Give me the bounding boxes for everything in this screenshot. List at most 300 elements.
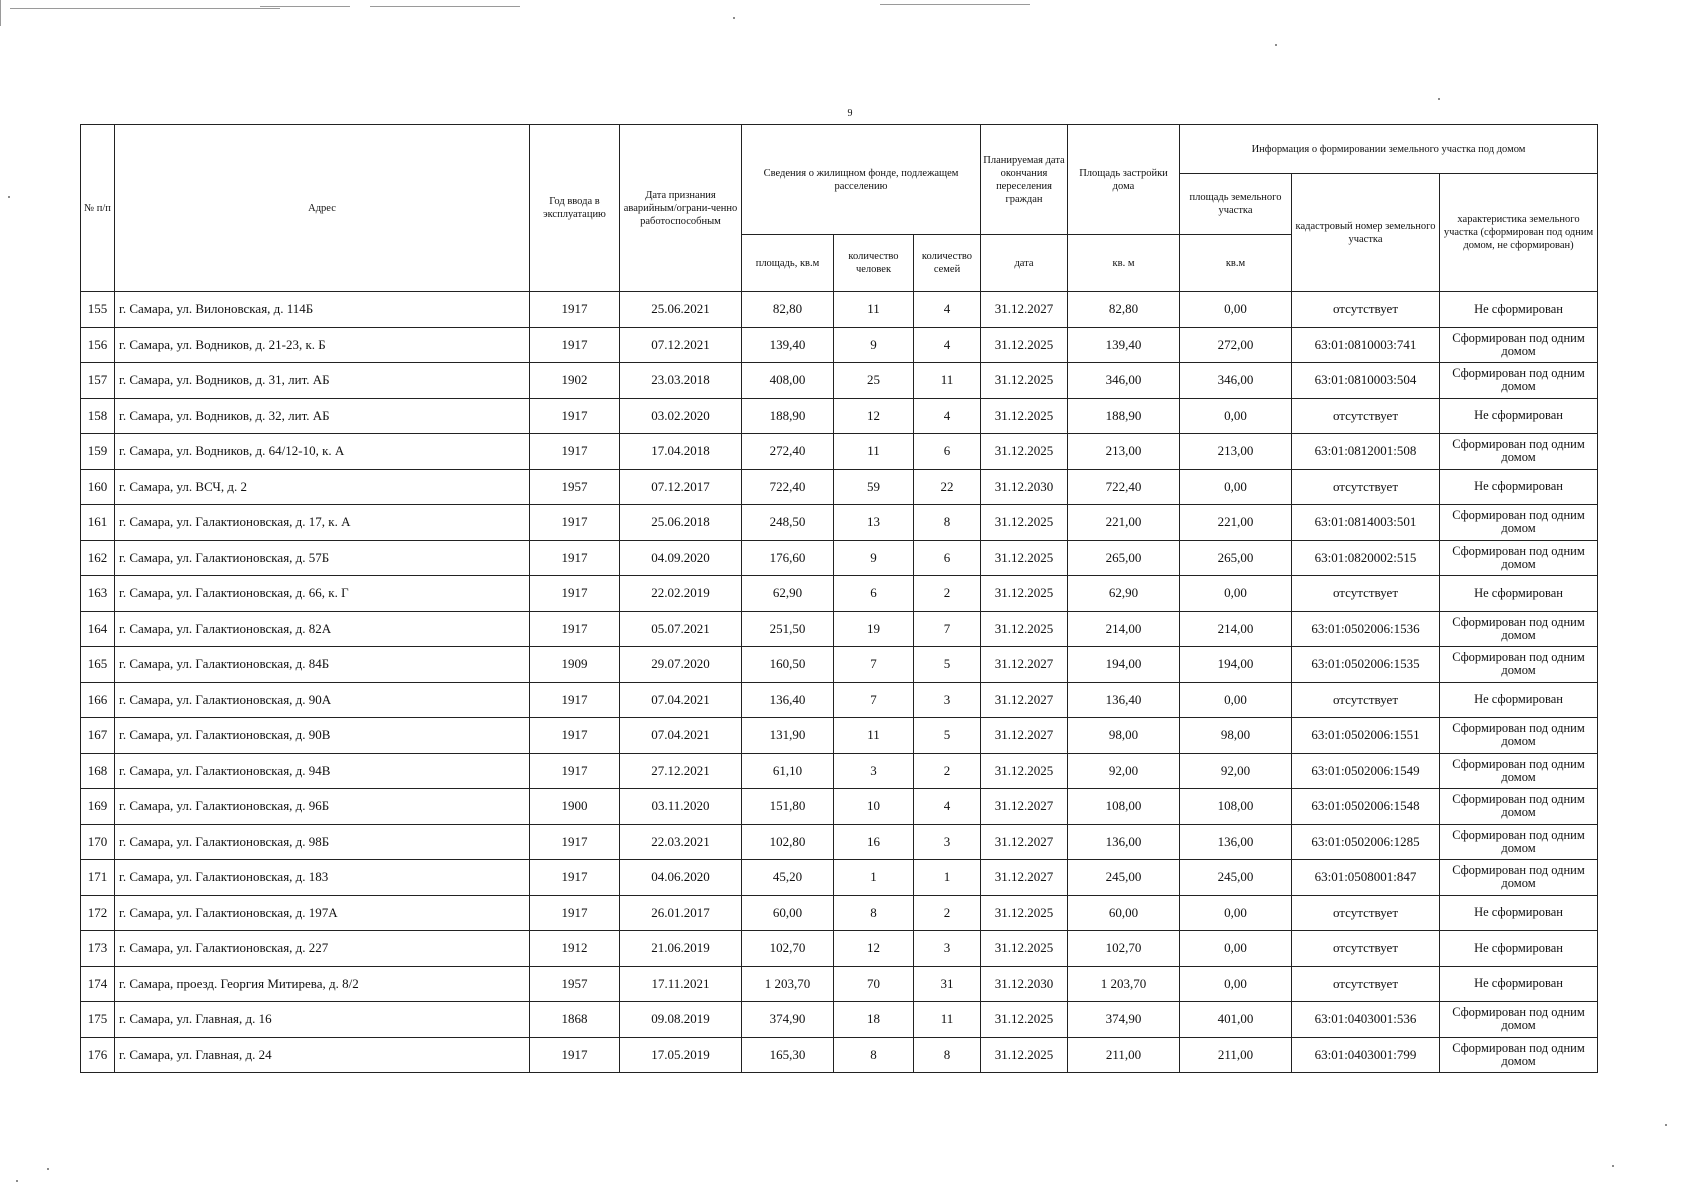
cell-planned-date: 31.12.2027 — [981, 860, 1068, 896]
cell-families: 4 — [914, 327, 981, 363]
cell-year: 1917 — [530, 895, 620, 931]
table-row — [81, 789, 1598, 825]
cell-year: 1917 — [530, 718, 620, 754]
cell-num: 158 — [81, 398, 115, 434]
cell-address: г. Самара, ул. Водников, д. 31, лит. АБ — [115, 363, 530, 399]
cell-year: 1917 — [530, 682, 620, 718]
cell-land-area: 401,00 — [1180, 1002, 1292, 1038]
cell-planned-date: 31.12.2030 — [981, 966, 1068, 1002]
cell-recognition-date: 04.06.2020 — [620, 860, 742, 896]
cell-planned-date: 31.12.2025 — [981, 363, 1068, 399]
cell-cadastral: 63:01:0812001:508 — [1292, 434, 1440, 470]
cell-address: г. Самара, ул. Главная, д. 24 — [115, 1037, 530, 1073]
cell-built-area: 102,70 — [1068, 931, 1180, 967]
cell-planned-date: 31.12.2027 — [981, 292, 1068, 328]
cell-recognition-date: 25.06.2021 — [620, 292, 742, 328]
cell-land-area: 98,00 — [1180, 718, 1292, 754]
scan-speck — [8, 196, 10, 198]
cell-num: 163 — [81, 576, 115, 612]
cell-planned-date: 31.12.2025 — [981, 327, 1068, 363]
cell-characteristic: Не сформирован — [1440, 398, 1598, 434]
scan-speck — [1612, 1165, 1614, 1167]
cell-address: г. Самара, ул. Главная, д. 16 — [115, 1002, 530, 1038]
cell-recognition-date: 09.08.2019 — [620, 1002, 742, 1038]
cell-planned-date: 31.12.2025 — [981, 611, 1068, 647]
cell-built-area: 265,00 — [1068, 540, 1180, 576]
cell-built-area: 98,00 — [1068, 718, 1180, 754]
cell-address: г. Самара, ул. Водников, д. 32, лит. АБ — [115, 398, 530, 434]
cell-built-area: 92,00 — [1068, 753, 1180, 789]
cell-built-area: 221,00 — [1068, 505, 1180, 541]
table-row — [81, 824, 1598, 860]
cell-num: 162 — [81, 540, 115, 576]
cell-recognition-date: 17.11.2021 — [620, 966, 742, 1002]
cell-families: 1 — [914, 860, 981, 896]
cell-num: 165 — [81, 647, 115, 683]
cell-characteristic: Сформирован под одним домом — [1440, 647, 1598, 683]
cell-cadastral: 63:01:0502006:1285 — [1292, 824, 1440, 860]
cell-recognition-date: 05.07.2021 — [620, 611, 742, 647]
cell-planned-date: 31.12.2025 — [981, 1037, 1068, 1073]
table-row — [81, 469, 1598, 505]
cell-built-area: 1 203,70 — [1068, 966, 1180, 1002]
cell-year: 1868 — [530, 1002, 620, 1038]
scan-speck — [733, 17, 735, 19]
cell-families: 3 — [914, 931, 981, 967]
cell-characteristic: Не сформирован — [1440, 895, 1598, 931]
cell-area: 151,80 — [742, 789, 834, 825]
cell-area: 102,70 — [742, 931, 834, 967]
cell-num: 167 — [81, 718, 115, 754]
cell-families: 2 — [914, 895, 981, 931]
cell-year: 1917 — [530, 292, 620, 328]
cell-recognition-date: 07.04.2021 — [620, 682, 742, 718]
table-row — [81, 966, 1598, 1002]
cell-planned-date: 31.12.2030 — [981, 469, 1068, 505]
cell-year: 1917 — [530, 824, 620, 860]
scan-edge-mark — [260, 6, 350, 7]
cell-num: 176 — [81, 1037, 115, 1073]
table-row — [81, 327, 1598, 363]
cell-area: 248,50 — [742, 505, 834, 541]
cell-num: 157 — [81, 363, 115, 399]
cell-families: 11 — [914, 1002, 981, 1038]
cell-people: 18 — [834, 1002, 914, 1038]
cell-characteristic: Сформирован под одним домом — [1440, 753, 1598, 789]
cell-address: г. Самара, ул. Галактионовская, д. 227 — [115, 931, 530, 967]
cell-cadastral: отсутствует — [1292, 895, 1440, 931]
cell-recognition-date: 29.07.2020 — [620, 647, 742, 683]
cell-recognition-date: 07.04.2021 — [620, 718, 742, 754]
cell-planned-date: 31.12.2027 — [981, 824, 1068, 860]
cell-address: г. Самара, ул. Галактионовская, д. 17, к. А — [115, 505, 530, 541]
cell-characteristic: Не сформирован — [1440, 966, 1598, 1002]
cell-address: г. Самара, ул. Галактионовская, д. 82А — [115, 611, 530, 647]
scan-edge-mark — [10, 8, 280, 9]
cell-address: г. Самара, ул. ВСЧ, д. 2 — [115, 469, 530, 505]
cell-characteristic: Сформирован под одним домом — [1440, 611, 1598, 647]
cell-land-area: 346,00 — [1180, 363, 1292, 399]
cell-families: 2 — [914, 576, 981, 612]
scan-speck — [1438, 98, 1440, 100]
table-row — [81, 718, 1598, 754]
scan-speck — [1275, 44, 1277, 46]
cell-area: 251,50 — [742, 611, 834, 647]
cell-area: 722,40 — [742, 469, 834, 505]
table-row — [81, 682, 1598, 718]
cell-recognition-date: 25.06.2018 — [620, 505, 742, 541]
header-built-area: Площадь застройки дома — [1068, 125, 1180, 235]
header-recognition-date: Дата признания аварийным/ограни-ченно работоспособным — [620, 125, 742, 292]
cell-characteristic: Сформирован под одним домом — [1440, 789, 1598, 825]
cell-planned-date: 31.12.2025 — [981, 398, 1068, 434]
cell-built-area: 82,80 — [1068, 292, 1180, 328]
cell-num: 164 — [81, 611, 115, 647]
cell-cadastral: отсутствует — [1292, 931, 1440, 967]
cell-planned-date: 31.12.2027 — [981, 789, 1068, 825]
cell-address: г. Самара, ул. Водников, д. 64/12-10, к. А — [115, 434, 530, 470]
cell-characteristic: Сформирован под одним домом — [1440, 540, 1598, 576]
cell-land-area: 211,00 — [1180, 1037, 1292, 1073]
cell-num: 155 — [81, 292, 115, 328]
cell-planned-date: 31.12.2025 — [981, 505, 1068, 541]
cell-num: 174 — [81, 966, 115, 1002]
cell-characteristic: Не сформирован — [1440, 682, 1598, 718]
cell-num: 156 — [81, 327, 115, 363]
cell-area: 165,30 — [742, 1037, 834, 1073]
header-address: Адрес — [115, 125, 530, 292]
cell-area: 61,10 — [742, 753, 834, 789]
cell-families: 11 — [914, 363, 981, 399]
cell-planned-date: 31.12.2027 — [981, 682, 1068, 718]
cell-area: 188,90 — [742, 398, 834, 434]
scan-edge-mark — [880, 4, 1030, 5]
cell-families: 8 — [914, 505, 981, 541]
cell-built-area: 62,90 — [1068, 576, 1180, 612]
cell-characteristic: Не сформирован — [1440, 576, 1598, 612]
cell-address: г. Самара, ул. Галактионовская, д. 90В — [115, 718, 530, 754]
cell-address: г. Самара, ул. Галактионовская, д. 90А — [115, 682, 530, 718]
cell-built-area: 60,00 — [1068, 895, 1180, 931]
cell-area: 131,90 — [742, 718, 834, 754]
cell-year: 1917 — [530, 1037, 620, 1073]
table-row — [81, 860, 1598, 896]
scan-speck — [1665, 1124, 1667, 1126]
cell-built-area: 211,00 — [1068, 1037, 1180, 1073]
cell-land-area: 0,00 — [1180, 576, 1292, 612]
cell-area: 62,90 — [742, 576, 834, 612]
cell-cadastral: 63:01:0502006:1551 — [1292, 718, 1440, 754]
cell-area: 82,80 — [742, 292, 834, 328]
cell-area: 136,40 — [742, 682, 834, 718]
table-row — [81, 576, 1598, 612]
cell-recognition-date: 17.04.2018 — [620, 434, 742, 470]
header-families: количество семей — [914, 235, 981, 292]
cell-area: 374,90 — [742, 1002, 834, 1038]
cell-land-area: 0,00 — [1180, 682, 1292, 718]
cell-people: 1 — [834, 860, 914, 896]
cell-address: г. Самара, ул. Галактионовская, д. 183 — [115, 860, 530, 896]
cell-num: 173 — [81, 931, 115, 967]
table-row — [81, 1002, 1598, 1038]
cell-cadastral: отсутствует — [1292, 682, 1440, 718]
cell-year: 1917 — [530, 398, 620, 434]
cell-land-area: 0,00 — [1180, 966, 1292, 1002]
cell-planned-date: 31.12.2025 — [981, 931, 1068, 967]
cell-year: 1917 — [530, 576, 620, 612]
cell-people: 8 — [834, 1037, 914, 1073]
header-built-area-sub: кв. м — [1068, 235, 1180, 292]
cell-people: 16 — [834, 824, 914, 860]
cell-cadastral: 63:01:0403001:799 — [1292, 1037, 1440, 1073]
table-row — [81, 398, 1598, 434]
table-row — [81, 753, 1598, 789]
cell-area: 272,40 — [742, 434, 834, 470]
cell-area: 176,60 — [742, 540, 834, 576]
header-area: площадь, кв.м — [742, 235, 834, 292]
cell-families: 5 — [914, 718, 981, 754]
cell-cadastral: отсутствует — [1292, 576, 1440, 612]
cell-planned-date: 31.12.2025 — [981, 753, 1068, 789]
cell-families: 31 — [914, 966, 981, 1002]
cell-address: г. Самара, ул. Галактионовская, д. 94В — [115, 753, 530, 789]
cell-year: 1957 — [530, 966, 620, 1002]
cell-planned-date: 31.12.2027 — [981, 718, 1068, 754]
header-cadastral: кадастровый номер земельного участка — [1292, 174, 1440, 292]
header-planned-sub: дата — [981, 235, 1068, 292]
cell-characteristic: Сформирован под одним домом — [1440, 1002, 1598, 1038]
cell-address: г. Самара, проезд. Георгия Митирева, д. 8/2 — [115, 966, 530, 1002]
cell-num: 166 — [81, 682, 115, 718]
scan-edge-mark — [370, 6, 520, 7]
cell-people: 59 — [834, 469, 914, 505]
table-row — [81, 505, 1598, 541]
header-people: количество человек — [834, 235, 914, 292]
cell-land-area: 0,00 — [1180, 398, 1292, 434]
cell-num: 172 — [81, 895, 115, 931]
cell-num: 175 — [81, 1002, 115, 1038]
cell-land-area: 136,00 — [1180, 824, 1292, 860]
scan-edge-mark — [0, 0, 1, 26]
header-characteristic: характеристика земельного участка (сформирован под одним домом, не сформирован) — [1440, 174, 1598, 292]
cell-recognition-date: 26.01.2017 — [620, 895, 742, 931]
header-land-area: площадь земельного участка — [1180, 174, 1292, 235]
cell-recognition-date: 07.12.2021 — [620, 327, 742, 363]
cell-recognition-date: 22.02.2019 — [620, 576, 742, 612]
scan-speck — [47, 1168, 49, 1170]
cell-people: 3 — [834, 753, 914, 789]
cell-characteristic: Сформирован под одним домом — [1440, 1037, 1598, 1073]
cell-num: 159 — [81, 434, 115, 470]
cell-cadastral: отсутствует — [1292, 292, 1440, 328]
cell-people: 9 — [834, 327, 914, 363]
cell-num: 171 — [81, 860, 115, 896]
cell-year: 1957 — [530, 469, 620, 505]
cell-cadastral: 63:01:0403001:536 — [1292, 1002, 1440, 1038]
cell-planned-date: 31.12.2025 — [981, 540, 1068, 576]
cell-land-area: 265,00 — [1180, 540, 1292, 576]
cell-built-area: 108,00 — [1068, 789, 1180, 825]
cell-families: 6 — [914, 434, 981, 470]
cell-people: 7 — [834, 647, 914, 683]
cell-num: 160 — [81, 469, 115, 505]
header-num: № п/п — [81, 125, 115, 292]
cell-land-area: 108,00 — [1180, 789, 1292, 825]
cell-characteristic: Сформирован под одним домом — [1440, 327, 1598, 363]
cell-characteristic: Сформирован под одним домом — [1440, 434, 1598, 470]
cell-address: г. Самара, ул. Галактионовская, д. 84Б — [115, 647, 530, 683]
cell-address: г. Самара, ул. Галактионовская, д. 197А — [115, 895, 530, 931]
cell-people: 8 — [834, 895, 914, 931]
cell-people: 70 — [834, 966, 914, 1002]
cell-cadastral: отсутствует — [1292, 398, 1440, 434]
resettlement-table — [80, 124, 1598, 1073]
cell-recognition-date: 03.02.2020 — [620, 398, 742, 434]
cell-built-area: 194,00 — [1068, 647, 1180, 683]
cell-families: 2 — [914, 753, 981, 789]
cell-people: 7 — [834, 682, 914, 718]
cell-characteristic: Не сформирован — [1440, 292, 1598, 328]
cell-land-area: 221,00 — [1180, 505, 1292, 541]
cell-land-area: 245,00 — [1180, 860, 1292, 896]
cell-built-area: 139,40 — [1068, 327, 1180, 363]
cell-built-area: 214,00 — [1068, 611, 1180, 647]
cell-address: г. Самара, ул. Галактионовская, д. 57Б — [115, 540, 530, 576]
cell-recognition-date: 21.06.2019 — [620, 931, 742, 967]
header-planned-date: Планируемая дата окончания переселения граждан — [981, 125, 1068, 235]
cell-built-area: 188,90 — [1068, 398, 1180, 434]
cell-cadastral: отсутствует — [1292, 469, 1440, 505]
cell-planned-date: 31.12.2027 — [981, 647, 1068, 683]
table-row — [81, 895, 1598, 931]
cell-characteristic: Сформирован под одним домом — [1440, 718, 1598, 754]
cell-land-area: 213,00 — [1180, 434, 1292, 470]
cell-families: 22 — [914, 469, 981, 505]
header-year: Год ввода в эксплуатацию — [530, 125, 620, 292]
cell-recognition-date: 07.12.2017 — [620, 469, 742, 505]
cell-built-area: 722,40 — [1068, 469, 1180, 505]
cell-people: 12 — [834, 398, 914, 434]
cell-year: 1902 — [530, 363, 620, 399]
table-body — [81, 292, 1598, 1073]
scan-speck — [16, 1180, 18, 1182]
cell-people: 10 — [834, 789, 914, 825]
table-row — [81, 647, 1598, 683]
cell-cadastral: 63:01:0502006:1549 — [1292, 753, 1440, 789]
cell-people: 11 — [834, 292, 914, 328]
cell-characteristic: Сформирован под одним домом — [1440, 860, 1598, 896]
cell-num: 168 — [81, 753, 115, 789]
cell-planned-date: 31.12.2025 — [981, 895, 1068, 931]
cell-land-area: 272,00 — [1180, 327, 1292, 363]
cell-families: 3 — [914, 824, 981, 860]
cell-planned-date: 31.12.2025 — [981, 1002, 1068, 1038]
cell-characteristic: Сформирован под одним домом — [1440, 363, 1598, 399]
cell-land-area: 0,00 — [1180, 469, 1292, 505]
cell-address: г. Самара, ул. Вилоновская, д. 114Б — [115, 292, 530, 328]
cell-planned-date: 31.12.2025 — [981, 434, 1068, 470]
cell-cadastral: 63:01:0810003:741 — [1292, 327, 1440, 363]
header-land-group: Информация о формировании земельного участка под домом — [1180, 125, 1598, 174]
cell-num: 161 — [81, 505, 115, 541]
table-row — [81, 1037, 1598, 1073]
cell-built-area: 374,90 — [1068, 1002, 1180, 1038]
cell-address: г. Самара, ул. Галактионовская, д. 66, к. Г — [115, 576, 530, 612]
cell-recognition-date: 27.12.2021 — [620, 753, 742, 789]
cell-families: 6 — [914, 540, 981, 576]
cell-num: 170 — [81, 824, 115, 860]
cell-year: 1917 — [530, 540, 620, 576]
cell-characteristic: Не сформирован — [1440, 469, 1598, 505]
table-row — [81, 363, 1598, 399]
cell-characteristic: Не сформирован — [1440, 931, 1598, 967]
cell-people: 25 — [834, 363, 914, 399]
cell-families: 7 — [914, 611, 981, 647]
cell-address: г. Самара, ул. Галактионовская, д. 96Б — [115, 789, 530, 825]
cell-cadastral: 63:01:0502006:1535 — [1292, 647, 1440, 683]
cell-families: 4 — [914, 789, 981, 825]
cell-num: 169 — [81, 789, 115, 825]
table-row — [81, 611, 1598, 647]
cell-people: 13 — [834, 505, 914, 541]
cell-land-area: 214,00 — [1180, 611, 1292, 647]
cell-area: 45,20 — [742, 860, 834, 896]
table-row — [81, 931, 1598, 967]
cell-built-area: 346,00 — [1068, 363, 1180, 399]
header-housing-group: Сведения о жилищном фонде, подлежащем расселению — [742, 125, 981, 235]
cell-cadastral: 63:01:0502006:1548 — [1292, 789, 1440, 825]
cell-area: 139,40 — [742, 327, 834, 363]
cell-built-area: 213,00 — [1068, 434, 1180, 470]
cell-cadastral: отсутствует — [1292, 966, 1440, 1002]
table-header — [81, 125, 1598, 292]
cell-area: 102,80 — [742, 824, 834, 860]
cell-year: 1917 — [530, 611, 620, 647]
cell-characteristic: Сформирован под одним домом — [1440, 505, 1598, 541]
cell-land-area: 0,00 — [1180, 931, 1292, 967]
cell-people: 19 — [834, 611, 914, 647]
cell-people: 11 — [834, 434, 914, 470]
cell-year: 1900 — [530, 789, 620, 825]
cell-built-area: 136,40 — [1068, 682, 1180, 718]
cell-recognition-date: 03.11.2020 — [620, 789, 742, 825]
cell-land-area: 92,00 — [1180, 753, 1292, 789]
cell-recognition-date: 23.03.2018 — [620, 363, 742, 399]
cell-cadastral: 63:01:0814003:501 — [1292, 505, 1440, 541]
cell-families: 5 — [914, 647, 981, 683]
cell-cadastral: 63:01:0820002:515 — [1292, 540, 1440, 576]
cell-area: 160,50 — [742, 647, 834, 683]
cell-cadastral: 63:01:0810003:504 — [1292, 363, 1440, 399]
cell-characteristic: Сформирован под одним домом — [1440, 824, 1598, 860]
cell-year: 1912 — [530, 931, 620, 967]
header-land-area-sub: кв.м — [1180, 235, 1292, 292]
cell-area: 408,00 — [742, 363, 834, 399]
cell-recognition-date: 17.05.2019 — [620, 1037, 742, 1073]
cell-recognition-date: 04.09.2020 — [620, 540, 742, 576]
cell-land-area: 0,00 — [1180, 895, 1292, 931]
cell-people: 12 — [834, 931, 914, 967]
cell-people: 6 — [834, 576, 914, 612]
cell-land-area: 194,00 — [1180, 647, 1292, 683]
cell-year: 1917 — [530, 860, 620, 896]
cell-built-area: 136,00 — [1068, 824, 1180, 860]
cell-land-area: 0,00 — [1180, 292, 1292, 328]
cell-planned-date: 31.12.2025 — [981, 576, 1068, 612]
cell-recognition-date: 22.03.2021 — [620, 824, 742, 860]
cell-people: 11 — [834, 718, 914, 754]
cell-cadastral: 63:01:0508001:847 — [1292, 860, 1440, 896]
